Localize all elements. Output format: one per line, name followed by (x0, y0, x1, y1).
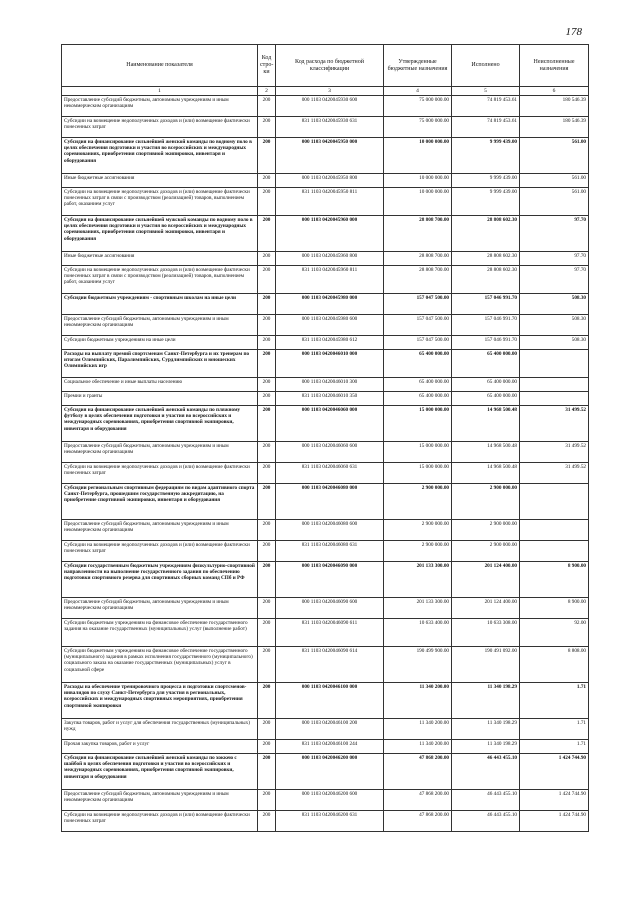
indicator-name-cell: Субсидии на возмещение недополученных доходов и (или) возмещение фактически понесенных затрат (62, 811, 258, 832)
table-row (62, 811, 589, 832)
table-row (62, 463, 589, 484)
approved-amount-cell: 15 000 000.00 (384, 442, 452, 463)
indicator-name-cell: Субсидии государственным бюджетным учреждениям физкультурно-спортивной направленности на выполнение государственного задания по обеспечению подготовки спортивного резерва для спортивных сборных команд СПб и РФ (62, 562, 258, 598)
executed-amount-cell: 157 046 991.70 (452, 294, 520, 315)
expense-code-cell: 000 1103 0420046100 000 (276, 683, 384, 719)
indicator-name-cell: Иные бюджетные ассигнования (62, 252, 258, 266)
row-code-cell: 200 (258, 683, 276, 719)
column-number: 4 (384, 87, 452, 96)
unexecuted-amount-cell: 561.00 (520, 188, 589, 216)
unexecuted-amount-cell (520, 541, 589, 562)
table-row (62, 790, 589, 811)
budget-execution-table (61, 44, 589, 832)
approved-amount-cell: 157 047 500.00 (384, 315, 452, 336)
row-code-cell: 200 (258, 188, 276, 216)
column-number: 6 (520, 87, 589, 96)
expense-code-cell: 000 1103 0420046100 200 (276, 719, 384, 740)
unexecuted-amount-cell: 1.71 (520, 740, 589, 754)
unexecuted-amount-cell: 1.71 (520, 719, 589, 740)
executed-amount-cell: 46 443 455.10 (452, 790, 520, 811)
table-row (62, 252, 589, 266)
table-row (62, 598, 589, 619)
table-row (62, 406, 589, 442)
expense-code-cell: 831 1103 0420046090 611 (276, 619, 384, 647)
column-number: 2 (258, 87, 276, 96)
row-code-cell: 200 (258, 740, 276, 754)
table-row (62, 484, 589, 520)
indicator-name-cell: Прочая закупка товаров, работ и услуг (62, 740, 258, 754)
approved-amount-cell: 15 000 000.00 (384, 406, 452, 442)
executed-amount-cell: 65 400 000.00 (452, 350, 520, 378)
table-row (62, 96, 589, 117)
indicator-name-cell: Субсидии на возмещение недополученных доходов и (или) возмещение фактически понесенных затрат в связи с производством (реализацией) товаров, выполнением работ, оказанием услуг (62, 266, 258, 294)
column-number: 5 (452, 87, 520, 96)
approved-amount-cell: 2 900 000.00 (384, 541, 452, 562)
budget-report-sheet (61, 44, 588, 832)
expense-code-cell: 831 1103 0420046090 614 (276, 647, 384, 683)
header-indicator-name: Наименование показателя (62, 45, 258, 87)
executed-amount-cell: 11 340 198.29 (452, 719, 520, 740)
unexecuted-amount-cell (520, 378, 589, 392)
indicator-name-cell: Субсидии на возмещение недополученных доходов и (или) возмещение фактически понесенных затрат (62, 117, 258, 138)
approved-amount-cell: 10 000 000.00 (384, 138, 452, 174)
row-code-cell: 200 (258, 484, 276, 520)
approved-amount-cell: 65 400 000.00 (384, 378, 452, 392)
row-code-cell: 200 (258, 378, 276, 392)
unexecuted-amount-cell (520, 484, 589, 520)
row-code-cell: 200 (258, 96, 276, 117)
indicator-name-cell: Предоставление субсидий бюджетным, автономным учреждениям и иным некоммерческим организациям (62, 96, 258, 117)
approved-amount-cell: 2 900 000.00 (384, 520, 452, 541)
unexecuted-amount-cell: 508.30 (520, 294, 589, 315)
expense-code-cell: 831 1103 0420045930 631 (276, 117, 384, 138)
executed-amount-cell: 201 124 400.00 (452, 598, 520, 619)
expense-code-cell: 000 1103 0420046080 000 (276, 484, 384, 520)
table-row (62, 442, 589, 463)
indicator-name-cell: Субсидии на возмещение недополученных доходов и (или) возмещение фактически понесенных затрат (62, 541, 258, 562)
header-row-code: Код стро-ки (258, 45, 276, 87)
table-row (62, 562, 589, 598)
expense-code-cell: 000 1103 0420046090 000 (276, 562, 384, 598)
row-code-cell: 200 (258, 647, 276, 683)
expense-code-cell: 000 1103 0420046080 600 (276, 520, 384, 541)
expense-code-cell: 831 1103 0420046080 631 (276, 541, 384, 562)
indicator-name-cell: Расходы на выплату премий спортсменам Санкт-Петербурга и их тренерам по итогам Олимпийских, Паралимпийских, Сурдлимпийских и юношеских Олимпийских игр (62, 350, 258, 378)
column-number: 1 (62, 87, 258, 96)
expense-code-cell: 000 1103 0420046200 000 (276, 754, 384, 790)
approved-amount-cell: 75 000 000.00 (384, 117, 452, 138)
row-code-cell: 200 (258, 463, 276, 484)
expense-code-cell: 000 1103 0420045930 600 (276, 96, 384, 117)
approved-amount-cell: 157 047 500.00 (384, 294, 452, 315)
table-row (62, 719, 589, 740)
approved-amount-cell: 47 868 200.00 (384, 754, 452, 790)
executed-amount-cell: 2 900 000.00 (452, 520, 520, 541)
executed-amount-cell: 9 999 439.00 (452, 174, 520, 188)
table-header-row (62, 45, 589, 87)
table-row (62, 117, 589, 138)
row-code-cell: 200 (258, 442, 276, 463)
unexecuted-amount-cell (520, 350, 589, 378)
table-row (62, 336, 589, 350)
row-code-cell: 200 (258, 520, 276, 541)
header-executed: Исполнено (452, 45, 520, 87)
row-code-cell: 200 (258, 790, 276, 811)
unexecuted-amount-cell: 561.00 (520, 174, 589, 188)
approved-amount-cell: 47 868 200.00 (384, 811, 452, 832)
approved-amount-cell: 75 000 000.00 (384, 96, 452, 117)
executed-amount-cell: 28 808 602.30 (452, 252, 520, 266)
expense-code-cell: 831 1103 0420045950 811 (276, 188, 384, 216)
table-row (62, 174, 589, 188)
unexecuted-amount-cell: 508.30 (520, 315, 589, 336)
indicator-name-cell: Иные бюджетные ассигнования (62, 174, 258, 188)
header-unexecuted: Неисполненные назначения (520, 45, 589, 87)
indicator-name-cell: Предоставление субсидий бюджетным, автономным учреждениям и иным некоммерческим организациям (62, 598, 258, 619)
table-row (62, 266, 589, 294)
executed-amount-cell: 11 340 198.29 (452, 683, 520, 719)
indicator-name-cell: Предоставление субсидий бюджетным, автономным учреждениям и иным некоммерческим организациям (62, 315, 258, 336)
row-code-cell: 200 (258, 252, 276, 266)
executed-amount-cell: 14 968 500.48 (452, 442, 520, 463)
expense-code-cell: 000 1103 0420046060 600 (276, 442, 384, 463)
table-row (62, 216, 589, 252)
row-code-cell: 200 (258, 811, 276, 832)
indicator-name-cell: Субсидия на финансирование сильнейшей женской команды по водному поло в целях обеспечения подготовки и участия во всероссийских и международных соревнованиях, приобретения спортивной экипировки, инвентаря и оборудования (62, 138, 258, 174)
executed-amount-cell: 9 999 439.00 (452, 138, 520, 174)
executed-amount-cell: 14 968 500.48 (452, 463, 520, 484)
page-number: 178 (565, 26, 582, 38)
unexecuted-amount-cell: 1 424 744.90 (520, 790, 589, 811)
approved-amount-cell: 28 808 700.00 (384, 266, 452, 294)
indicator-name-cell: Субсидии бюджетным учреждениям на финансовое обеспечение государственного задания на оказание государственных (муниципальных) услуг (выполнение работ) (62, 619, 258, 647)
executed-amount-cell: 28 808 602.30 (452, 266, 520, 294)
approved-amount-cell: 201 133 300.00 (384, 562, 452, 598)
approved-amount-cell: 28 808 700.00 (384, 216, 452, 252)
executed-amount-cell: 74 819 453.61 (452, 96, 520, 117)
expense-code-cell: 831 1103 0420046060 631 (276, 463, 384, 484)
column-number: 3 (276, 87, 384, 96)
indicator-name-cell: Предоставление субсидий бюджетным, автономным учреждениям и иным некоммерческим организациям (62, 520, 258, 541)
unexecuted-amount-cell: 1 424 744.90 (520, 811, 589, 832)
approved-amount-cell: 28 808 700.00 (384, 252, 452, 266)
indicator-name-cell: Субсидии бюджетным учреждениям на финансовое обеспечение государственного (муниципального) задания в рамках исполнения государственного (муниципального) социального заказа на оказание государственных (муниципальных) услуг в социальной сфере (62, 647, 258, 683)
unexecuted-amount-cell: 180 546.39 (520, 117, 589, 138)
row-code-cell: 200 (258, 266, 276, 294)
indicator-name-cell: Субсидия на финансирование сильнейшей женской команды по пляжному футболу в целях обеспечения подготовки и участия во всероссийских и международных соревнованиях, приобретения спортивной экипировки, инвентаря и оборудования (62, 406, 258, 442)
executed-amount-cell: 2 900 000.00 (452, 484, 520, 520)
row-code-cell: 200 (258, 138, 276, 174)
executed-amount-cell: 14 968 500.48 (452, 406, 520, 442)
expense-code-cell: 831 1103 0420046010 350 (276, 392, 384, 406)
row-code-cell: 200 (258, 117, 276, 138)
table-row (62, 541, 589, 562)
approved-amount-cell: 11 340 200.00 (384, 740, 452, 754)
row-code-cell: 200 (258, 719, 276, 740)
expense-code-cell: 000 1103 0420045950 800 (276, 174, 384, 188)
unexecuted-amount-cell: 31 499.52 (520, 463, 589, 484)
approved-amount-cell: 11 340 200.00 (384, 683, 452, 719)
executed-amount-cell: 74 819 453.61 (452, 117, 520, 138)
unexecuted-amount-cell: 561.00 (520, 138, 589, 174)
unexecuted-amount-cell: 97.70 (520, 216, 589, 252)
table-body (62, 96, 589, 832)
indicator-name-cell: Субсидия на финансирование сильнейшей мужской команды по водному поло в целях обеспечения подготовки и участия во всероссийских и международных соревнованиях, приобретения спортивной экипировки, инвентаря и оборудования (62, 216, 258, 252)
table-row (62, 315, 589, 336)
approved-amount-cell: 10 633 400.00 (384, 619, 452, 647)
unexecuted-amount-cell: 180 546.39 (520, 96, 589, 117)
table-row (62, 754, 589, 790)
indicator-name-cell: Расходы на обеспечение тренировочного процесса и подготовки спортсменов-инвалидов по слуху Санкт-Петербурга для участия в региональных, всероссийских и международных спортивных мероприятиях, приобретения спортивной экипировки (62, 683, 258, 719)
approved-amount-cell: 65 400 000.00 (384, 392, 452, 406)
executed-amount-cell: 157 046 991.70 (452, 315, 520, 336)
expense-code-cell: 000 1103 0420045950 000 (276, 138, 384, 174)
unexecuted-amount-cell: 1.71 (520, 683, 589, 719)
unexecuted-amount-cell: 8 808.00 (520, 647, 589, 683)
indicator-name-cell: Субсидия на финансирование сильнейшей женской команды по хоккею с шайбой в целях обеспечения подготовки и участия во всероссийских и международных соревнованиях, приобретения спортивной экипировки, инвентаря и оборудования (62, 754, 258, 790)
executed-amount-cell: 9 999 439.00 (452, 188, 520, 216)
approved-amount-cell: 201 133 300.00 (384, 598, 452, 619)
unexecuted-amount-cell: 92.00 (520, 619, 589, 647)
executed-amount-cell: 28 808 602.30 (452, 216, 520, 252)
unexecuted-amount-cell: 31 499.52 (520, 442, 589, 463)
executed-amount-cell: 157 046 991.70 (452, 336, 520, 350)
approved-amount-cell: 47 868 200.00 (384, 790, 452, 811)
table-row (62, 740, 589, 754)
row-code-cell: 200 (258, 294, 276, 315)
executed-amount-cell: 46 443 455.10 (452, 811, 520, 832)
table-row (62, 683, 589, 719)
executed-amount-cell: 11 340 198.29 (452, 740, 520, 754)
header-expense-code: Код расхода по бюджетной классификации (276, 45, 384, 87)
indicator-name-cell: Предоставление субсидий бюджетным, автономным учреждениям и иным некоммерческим организациям (62, 442, 258, 463)
unexecuted-amount-cell (520, 520, 589, 541)
approved-amount-cell: 10 000 000.00 (384, 174, 452, 188)
indicator-name-cell: Субсидии региональным спортивным федерациям по видам адаптивного спорта Санкт-Петербурга, прошедшим государственную аккредитацию, на приобретение спортивной экипировки, инвентаря и оборудования (62, 484, 258, 520)
expense-code-cell: 000 1103 0420046090 600 (276, 598, 384, 619)
expense-code-cell: 000 1103 0420046010 000 (276, 350, 384, 378)
approved-amount-cell: 10 000 000.00 (384, 188, 452, 216)
approved-amount-cell: 190 499 900.00 (384, 647, 452, 683)
indicator-name-cell: Субсидии на возмещение недополученных доходов и (или) возмещение фактически понесенных затрат (62, 463, 258, 484)
indicator-name-cell: Социальное обеспечение и иные выплаты населению (62, 378, 258, 392)
indicator-name-cell: Субсидии бюджетным учреждениям - спортивным школам на иные цели (62, 294, 258, 315)
executed-amount-cell: 201 124 400.00 (452, 562, 520, 598)
executed-amount-cell: 2 900 000.00 (452, 541, 520, 562)
approved-amount-cell: 15 000 000.00 (384, 463, 452, 484)
expense-code-cell: 831 1103 0420046200 631 (276, 811, 384, 832)
header-approved: Утвержденные бюджетные назначения (384, 45, 452, 87)
executed-amount-cell: 65 400 000.00 (452, 392, 520, 406)
expense-code-cell: 000 1103 0420046060 000 (276, 406, 384, 442)
executed-amount-cell: 190 491 092.00 (452, 647, 520, 683)
row-code-cell: 200 (258, 406, 276, 442)
unexecuted-amount-cell: 31 499.52 (520, 406, 589, 442)
approved-amount-cell: 2 900 000.00 (384, 484, 452, 520)
expense-code-cell: 831 1103 0420045980 612 (276, 336, 384, 350)
table-row (62, 647, 589, 683)
row-code-cell: 200 (258, 562, 276, 598)
approved-amount-cell: 65 400 000.00 (384, 350, 452, 378)
expense-code-cell: 831 1103 0420045960 811 (276, 266, 384, 294)
expense-code-cell: 000 1103 0420045960 000 (276, 216, 384, 252)
row-code-cell: 200 (258, 598, 276, 619)
indicator-name-cell: Предоставление субсидий бюджетным, автономным учреждениям и иным некоммерческим организациям (62, 790, 258, 811)
expense-code-cell: 000 1103 0420045980 600 (276, 315, 384, 336)
expense-code-cell: 000 1103 0420046200 600 (276, 790, 384, 811)
table-row (62, 619, 589, 647)
executed-amount-cell: 46 443 455.10 (452, 754, 520, 790)
indicator-name-cell: Премии и гранты (62, 392, 258, 406)
row-code-cell: 200 (258, 315, 276, 336)
row-code-cell: 200 (258, 174, 276, 188)
approved-amount-cell: 11 340 200.00 (384, 719, 452, 740)
table-row (62, 520, 589, 541)
row-code-cell: 200 (258, 541, 276, 562)
row-code-cell: 200 (258, 336, 276, 350)
row-code-cell: 200 (258, 216, 276, 252)
table-row (62, 350, 589, 378)
column-number-row (62, 87, 589, 96)
expense-code-cell: 000 1103 0420045980 000 (276, 294, 384, 315)
row-code-cell: 200 (258, 754, 276, 790)
row-code-cell: 200 (258, 392, 276, 406)
expense-code-cell: 831 1103 0420046100 244 (276, 740, 384, 754)
table-row (62, 138, 589, 174)
unexecuted-amount-cell: 97.70 (520, 266, 589, 294)
table-row (62, 378, 589, 392)
unexecuted-amount-cell: 508.30 (520, 336, 589, 350)
indicator-name-cell: Субсидии бюджетным учреждениям на иные цели (62, 336, 258, 350)
unexecuted-amount-cell: 97.70 (520, 252, 589, 266)
table-row (62, 392, 589, 406)
row-code-cell: 200 (258, 350, 276, 378)
table-row (62, 294, 589, 315)
executed-amount-cell: 10 633 308.00 (452, 619, 520, 647)
expense-code-cell: 000 1103 0420045960 800 (276, 252, 384, 266)
unexecuted-amount-cell: 8 900.00 (520, 562, 589, 598)
executed-amount-cell: 65 400 000.00 (452, 378, 520, 392)
expense-code-cell: 000 1103 0420046010 300 (276, 378, 384, 392)
table-row (62, 188, 589, 216)
unexecuted-amount-cell (520, 392, 589, 406)
approved-amount-cell: 157 047 500.00 (384, 336, 452, 350)
unexecuted-amount-cell: 1 424 744.90 (520, 754, 589, 790)
row-code-cell: 200 (258, 619, 276, 647)
indicator-name-cell: Субсидии на возмещение недополученных доходов и (или) возмещение фактически понесенных затрат в связи с производством (реализацией) товаров, выполнением работ, оказанием услуг (62, 188, 258, 216)
indicator-name-cell: Закупка товаров, работ и услуг для обеспечения государственных (муниципальных) нужд (62, 719, 258, 740)
unexecuted-amount-cell: 8 900.00 (520, 598, 589, 619)
